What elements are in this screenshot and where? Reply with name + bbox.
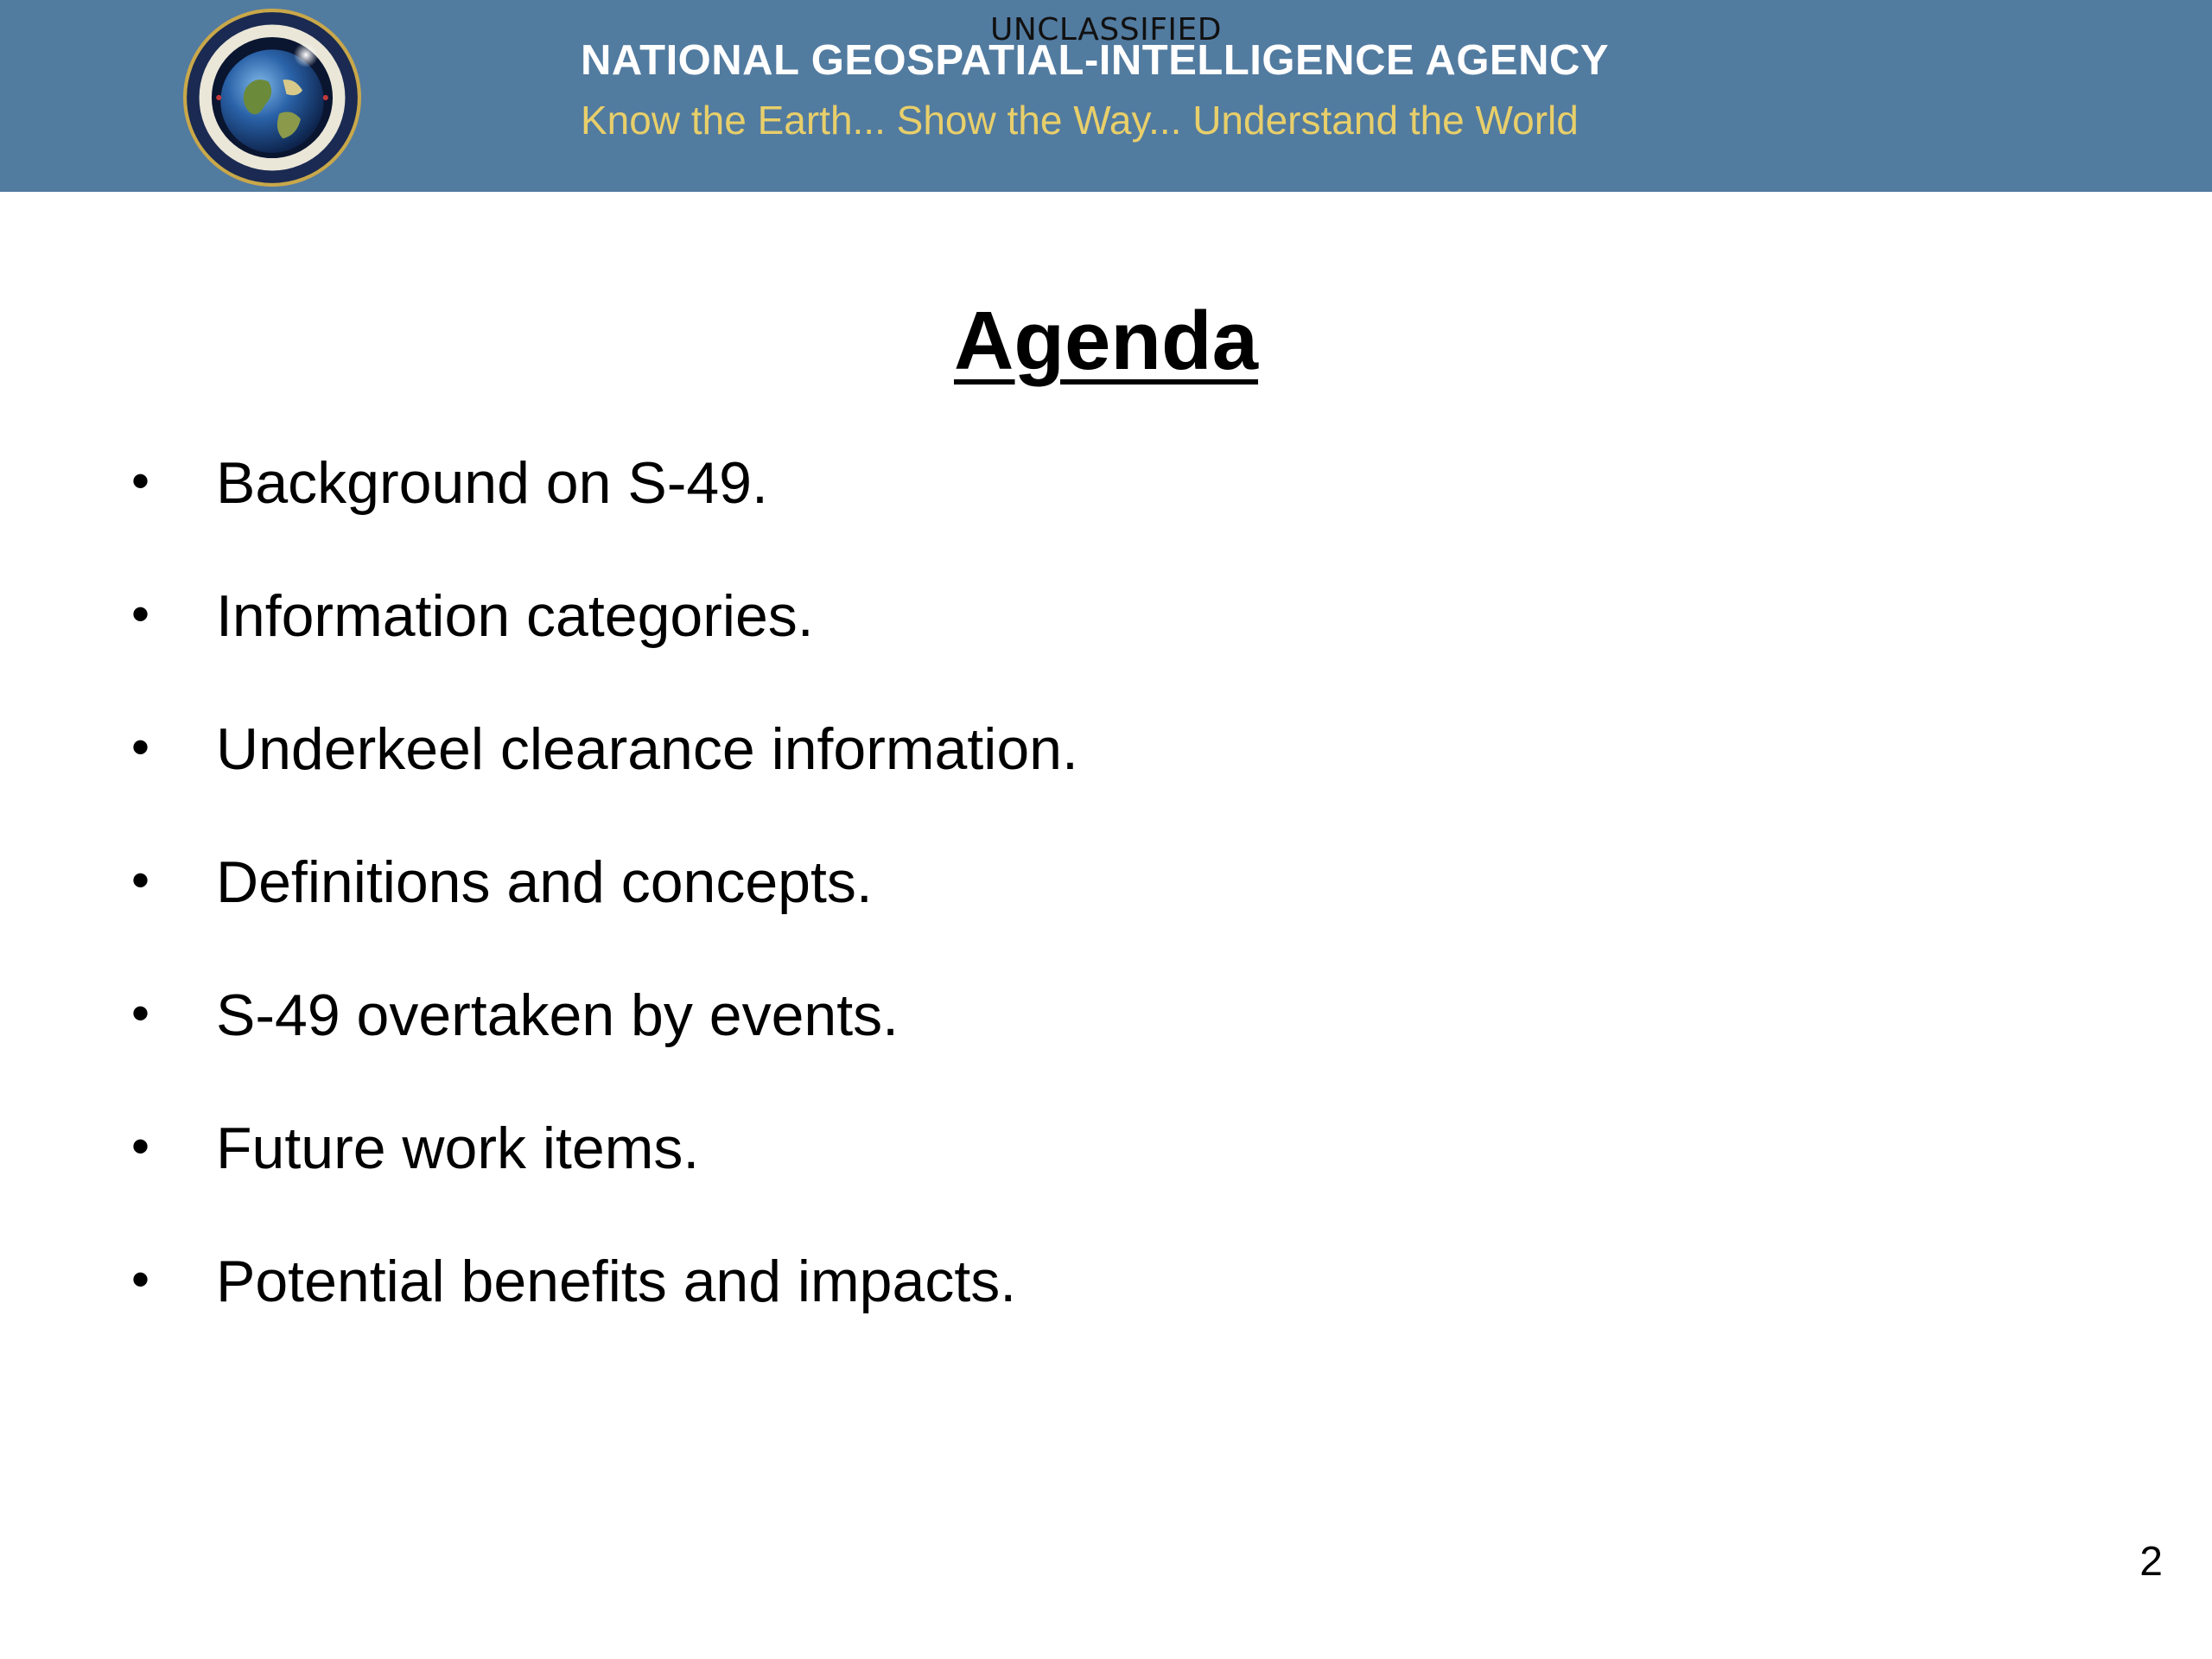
agenda-item-text: Potential benefits and impacts. (216, 1249, 1017, 1314)
slide-title: Agenda (953, 295, 1259, 387)
agenda-item-text: Definitions and concepts. (216, 849, 873, 915)
bullet-icon: • (131, 1250, 150, 1308)
bullet-icon: • (131, 984, 150, 1042)
agency-name: NATIONAL GEOSPATIAL-INTELLIGENCE AGENCY (581, 37, 1610, 84)
bullet-icon: • (131, 452, 150, 510)
page-number: 2 (2139, 1539, 2163, 1585)
agenda-item-text: Underkeel clearance information. (216, 716, 1078, 782)
agenda-item-text: Background on S-49. (216, 450, 768, 516)
header-banner (0, 0, 2212, 192)
agenda-item-text: Future work items. (216, 1116, 700, 1181)
bullet-icon: • (131, 1117, 150, 1175)
agenda-item-text: S-49 overtaken by events. (216, 982, 899, 1048)
agency-motto: Know the Earth... Show the Way... Understand the World (581, 98, 1579, 143)
bullet-icon: • (131, 851, 150, 909)
agenda-item-text: Information categories. (216, 583, 814, 649)
bullet-icon: • (131, 718, 150, 776)
bullet-icon: • (131, 585, 150, 643)
classification-marking: UNCLASSIFIED (989, 12, 1223, 48)
